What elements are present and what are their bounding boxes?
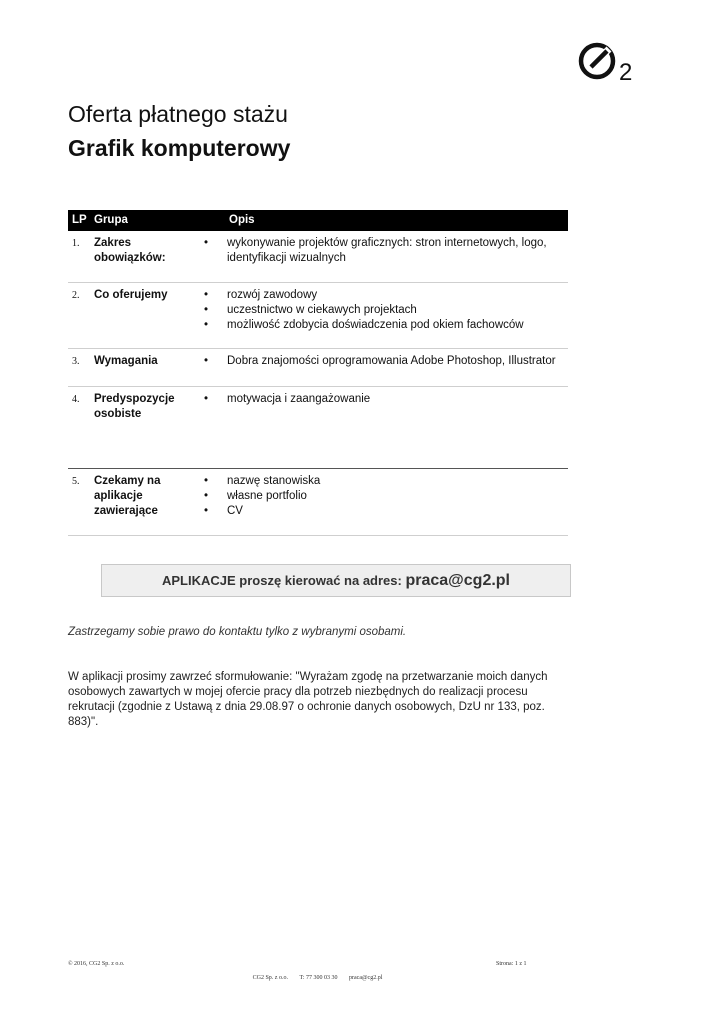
list-item: • nazwę stanowiska: [204, 474, 568, 489]
table-row: [68, 231, 568, 283]
list-item: • CV: [204, 504, 568, 519]
table-row: [68, 349, 568, 387]
footer-email[interactable]: praca@cg2.pl: [349, 975, 383, 981]
row-number: 5.: [72, 476, 80, 487]
footer-copyright: © 2016, CG2 Sp. z o.o.: [68, 961, 125, 967]
list-item: • Dobra znajomości oprogramowania Adobe Photoshop, Illustrator: [204, 354, 568, 369]
application-email[interactable]: praca@cg2.pl: [405, 572, 510, 589]
row-group: Zakres obowiązków:: [94, 237, 166, 264]
row-group: Co oferujemy: [94, 289, 168, 301]
row-number: 1.: [72, 238, 80, 249]
row-group: Predyspozycje osobiste: [94, 393, 175, 420]
list-item: • rozwój zawodowy: [204, 288, 568, 303]
list-item: • motywacja i zaangażowanie: [204, 392, 568, 407]
row-number: 4.: [72, 394, 80, 405]
position-title: Grafik komputerowy: [68, 135, 291, 161]
row-description: [204, 354, 568, 369]
row-group: Wymagania: [94, 355, 158, 367]
footer-company: CG2 Sp. z o.o.: [252, 975, 288, 981]
table-row: [68, 387, 568, 469]
list-item: • uczestnictwo w ciekawych projektach: [204, 303, 568, 318]
row-group: Czekamy na aplikacje zawierające: [94, 475, 161, 517]
application-label: APLIKACJE proszę kierować na adres:: [161, 573, 406, 588]
application-box: [101, 564, 571, 597]
row-description: [204, 392, 568, 407]
table-row: [68, 283, 568, 349]
row-description: [204, 474, 568, 519]
row-number: 3.: [72, 356, 80, 367]
page-title: Oferta płatnego stażu: [68, 101, 288, 127]
row-description: [204, 288, 568, 333]
table-row: [68, 469, 568, 536]
footer-page-number: Strona: 1 z 1: [496, 961, 527, 967]
list-item: • własne portfolio: [204, 489, 568, 504]
reserve-note: Zastrzegamy sobie prawo do kontaktu tylko z wybranymi osobami.: [68, 626, 407, 638]
company-logo: [577, 40, 635, 82]
header-desc: Opis: [229, 214, 255, 226]
row-number: 2.: [72, 290, 80, 301]
table-header: [68, 210, 568, 231]
header-lp: LP: [72, 214, 87, 226]
footer-contact: [0, 975, 635, 981]
offer-table: [68, 210, 568, 536]
list-item: • wykonywanie projektów graficznych: stron internetowych, logo, identyfikacji wizualnych: [204, 236, 568, 266]
list-item: • możliwość zdobycia doświadczenia pod okiem fachowców: [204, 318, 568, 333]
header-group: Grupa: [94, 214, 128, 226]
logo-text: 2: [619, 59, 633, 82]
footer-phone: T: 77 300 03 30: [299, 975, 338, 981]
consent-text: W aplikacji prosimy zawrzeć sformułowanie: "Wyrażam zgodę na przetwarzanie moich danych osobowych zawartych w mojej ofercie pracy dla potrzeb niezbędnych do realizacji procesu rekrutacji (zgodnie z Ustawą z dnia 29.08.97 o ochronie danych osobowych, DzU nr 133, poz. 883)".: [68, 671, 548, 728]
row-description: [204, 236, 568, 266]
